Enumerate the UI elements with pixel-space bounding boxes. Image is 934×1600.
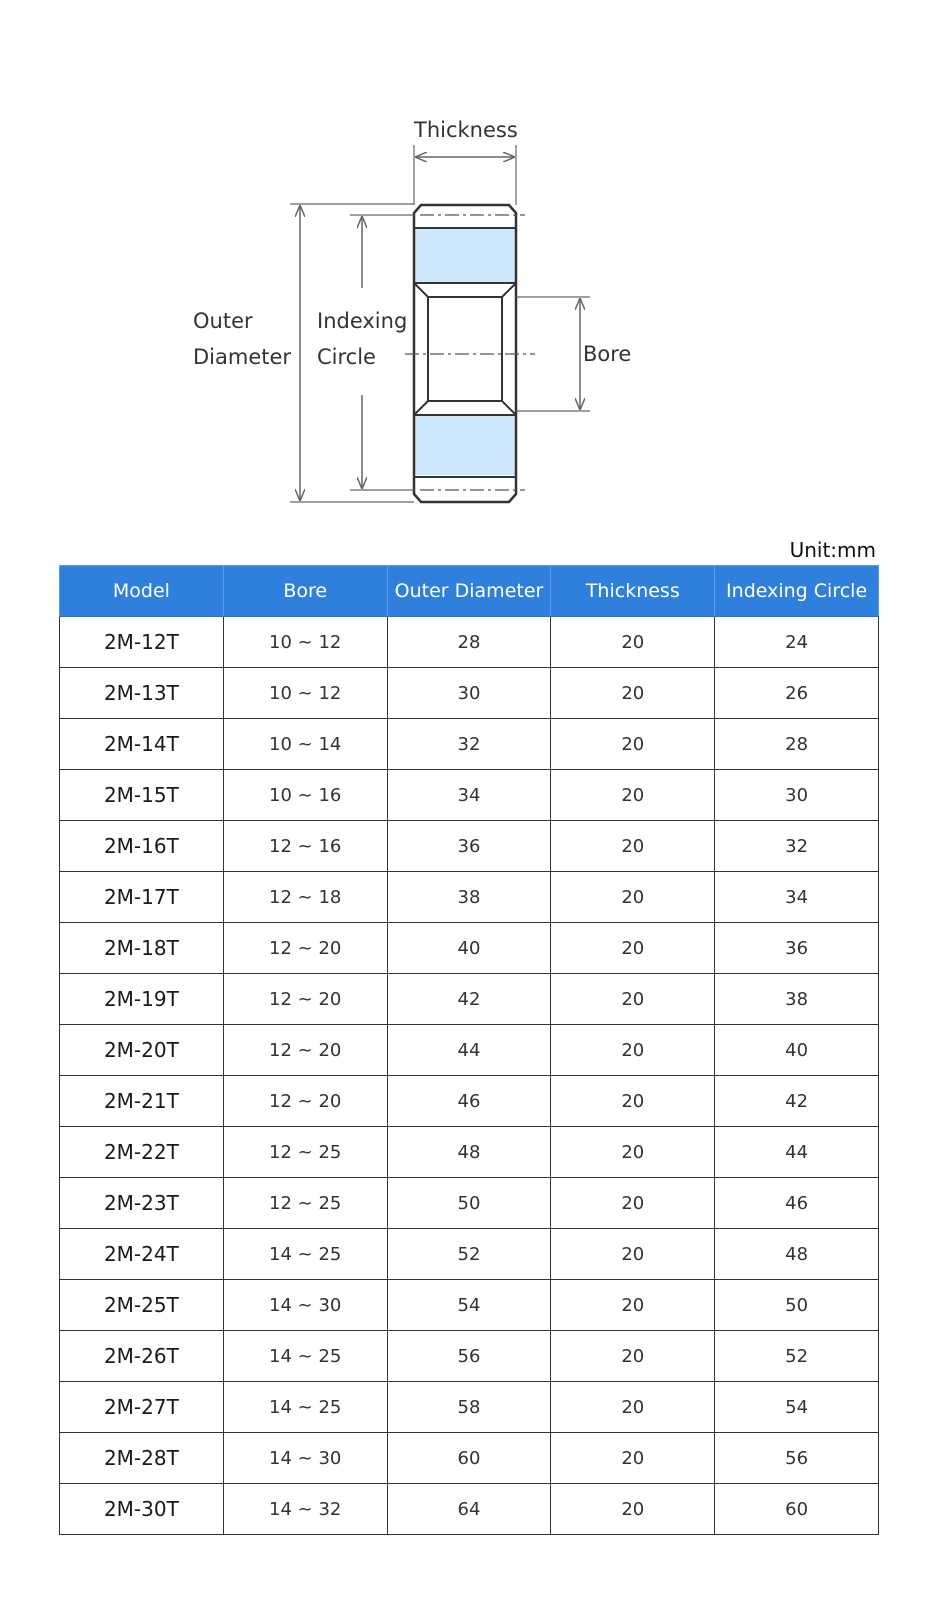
model-cell: 2M-13T — [60, 668, 224, 719]
indexing-circle-cell: 34 — [715, 872, 879, 923]
table-row — [60, 1433, 879, 1484]
model-cell: 2M-21T — [60, 1076, 224, 1127]
bore-cell: 14 ~ 32 — [223, 1484, 387, 1535]
outer-diameter-label-line1: Outer — [193, 309, 253, 333]
indexing-circle-cell: 44 — [715, 1127, 879, 1178]
bore-cell: 14 ~ 30 — [223, 1280, 387, 1331]
indexing-circle-cell: 24 — [715, 617, 879, 668]
indexing-circle-cell: 36 — [715, 923, 879, 974]
indexing-circle-cell: 50 — [715, 1280, 879, 1331]
column-header-bore: Bore — [223, 566, 387, 617]
model-cell: 2M-16T — [60, 821, 224, 872]
thickness-cell: 20 — [551, 1178, 715, 1229]
table-row — [60, 719, 879, 770]
thickness-cell: 20 — [551, 1127, 715, 1178]
bore-cell: 12 ~ 18 — [223, 872, 387, 923]
lower-tooth-region — [415, 415, 515, 475]
bore-cell: 10 ~ 12 — [223, 617, 387, 668]
spec-table-body — [60, 617, 879, 1535]
table-row — [60, 1178, 879, 1229]
outer-diameter-cell: 32 — [387, 719, 551, 770]
gear-cross-section-drawing — [0, 0, 934, 540]
model-cell: 2M-20T — [60, 1025, 224, 1076]
model-cell: 2M-25T — [60, 1280, 224, 1331]
outer-diameter-cell: 50 — [387, 1178, 551, 1229]
model-cell: 2M-12T — [60, 617, 224, 668]
indexing-circle-cell: 60 — [715, 1484, 879, 1535]
column-header-thickness: Thickness — [551, 566, 715, 617]
unit-label: Unit:mm — [789, 538, 876, 562]
table-row — [60, 617, 879, 668]
indexing-circle-label-line2: Circle — [317, 345, 376, 369]
column-header-outer-diameter: Outer Diameter — [387, 566, 551, 617]
indexing-circle-cell: 30 — [715, 770, 879, 821]
column-header-model: Model — [60, 566, 224, 617]
table-row — [60, 770, 879, 821]
table-row — [60, 668, 879, 719]
thickness-cell: 20 — [551, 770, 715, 821]
outer-diameter-cell: 64 — [387, 1484, 551, 1535]
thickness-cell: 20 — [551, 974, 715, 1025]
thickness-cell: 20 — [551, 821, 715, 872]
outer-diameter-cell: 60 — [387, 1433, 551, 1484]
thickness-cell: 20 — [551, 1229, 715, 1280]
model-cell: 2M-28T — [60, 1433, 224, 1484]
bore-cell: 14 ~ 25 — [223, 1229, 387, 1280]
bore-cell: 12 ~ 20 — [223, 1025, 387, 1076]
table-row — [60, 1484, 879, 1535]
outer-diameter-cell: 44 — [387, 1025, 551, 1076]
thickness-cell: 20 — [551, 668, 715, 719]
bore-cell: 12 ~ 25 — [223, 1178, 387, 1229]
spec-table — [59, 565, 879, 1535]
model-cell: 2M-15T — [60, 770, 224, 821]
bore-outline — [414, 283, 516, 415]
model-cell: 2M-27T — [60, 1382, 224, 1433]
outer-diameter-cell: 56 — [387, 1331, 551, 1382]
outer-diameter-cell: 54 — [387, 1280, 551, 1331]
thickness-cell: 20 — [551, 1025, 715, 1076]
outer-diameter-cell: 52 — [387, 1229, 551, 1280]
model-cell: 2M-18T — [60, 923, 224, 974]
indexing-circle-cell: 28 — [715, 719, 879, 770]
indexing-circle-cell: 26 — [715, 668, 879, 719]
bore-cell: 12 ~ 25 — [223, 1127, 387, 1178]
indexing-circle-cell: 52 — [715, 1331, 879, 1382]
outer-diameter-cell: 40 — [387, 923, 551, 974]
thickness-cell: 20 — [551, 617, 715, 668]
table-row — [60, 1229, 879, 1280]
table-row — [60, 821, 879, 872]
thickness-cell: 20 — [551, 1382, 715, 1433]
bore-cell: 14 ~ 25 — [223, 1382, 387, 1433]
outer-diameter-cell: 30 — [387, 668, 551, 719]
model-cell: 2M-23T — [60, 1178, 224, 1229]
bore-cell: 14 ~ 30 — [223, 1433, 387, 1484]
indexing-circle-cell: 46 — [715, 1178, 879, 1229]
table-row — [60, 1076, 879, 1127]
table-row — [60, 1127, 879, 1178]
table-row — [60, 1382, 879, 1433]
table-row — [60, 1280, 879, 1331]
thickness-cell: 20 — [551, 1331, 715, 1382]
model-cell: 2M-26T — [60, 1331, 224, 1382]
bore-label: Bore — [583, 342, 632, 366]
thickness-cell: 20 — [551, 1433, 715, 1484]
bore-cell: 12 ~ 20 — [223, 974, 387, 1025]
thickness-cell: 20 — [551, 1076, 715, 1127]
thickness-cell: 20 — [551, 923, 715, 974]
model-cell: 2M-22T — [60, 1127, 224, 1178]
bore-cell: 10 ~ 16 — [223, 770, 387, 821]
thickness-cell: 20 — [551, 1280, 715, 1331]
model-cell: 2M-24T — [60, 1229, 224, 1280]
gear-dimension-diagram — [0, 0, 934, 540]
bore-cell: 12 ~ 20 — [223, 1076, 387, 1127]
thickness-cell: 20 — [551, 1484, 715, 1535]
thickness-cell: 20 — [551, 872, 715, 923]
bore-cell: 10 ~ 12 — [223, 668, 387, 719]
bore-cell: 12 ~ 16 — [223, 821, 387, 872]
outer-diameter-cell: 58 — [387, 1382, 551, 1433]
indexing-circle-cell: 56 — [715, 1433, 879, 1484]
table-row — [60, 872, 879, 923]
outer-diameter-cell: 42 — [387, 974, 551, 1025]
table-row — [60, 1331, 879, 1382]
upper-tooth-region — [415, 228, 515, 283]
indexing-circle-cell: 48 — [715, 1229, 879, 1280]
thickness-label: Thickness — [414, 118, 518, 142]
table-row — [60, 923, 879, 974]
table-header-row — [60, 566, 879, 617]
model-cell: 2M-19T — [60, 974, 224, 1025]
model-cell: 2M-17T — [60, 872, 224, 923]
indexing-circle-cell: 42 — [715, 1076, 879, 1127]
indexing-circle-cell: 38 — [715, 974, 879, 1025]
outer-diameter-cell: 28 — [387, 617, 551, 668]
model-cell: 2M-30T — [60, 1484, 224, 1535]
outer-diameter-cell: 38 — [387, 872, 551, 923]
bore-cell: 12 ~ 20 — [223, 923, 387, 974]
model-cell: 2M-14T — [60, 719, 224, 770]
bore-cell: 10 ~ 14 — [223, 719, 387, 770]
column-header-indexing-circle: Indexing Circle — [715, 566, 879, 617]
outer-diameter-label-line2: Diameter — [193, 345, 292, 369]
table-row — [60, 974, 879, 1025]
indexing-circle-cell: 54 — [715, 1382, 879, 1433]
outer-diameter-cell: 36 — [387, 821, 551, 872]
outer-diameter-cell: 34 — [387, 770, 551, 821]
indexing-circle-cell: 32 — [715, 821, 879, 872]
bore-cell: 14 ~ 25 — [223, 1331, 387, 1382]
thickness-cell: 20 — [551, 719, 715, 770]
indexing-circle-cell: 40 — [715, 1025, 879, 1076]
table-row — [60, 1025, 879, 1076]
outer-diameter-cell: 48 — [387, 1127, 551, 1178]
indexing-circle-label-line1: Indexing — [317, 309, 408, 333]
outer-diameter-cell: 46 — [387, 1076, 551, 1127]
